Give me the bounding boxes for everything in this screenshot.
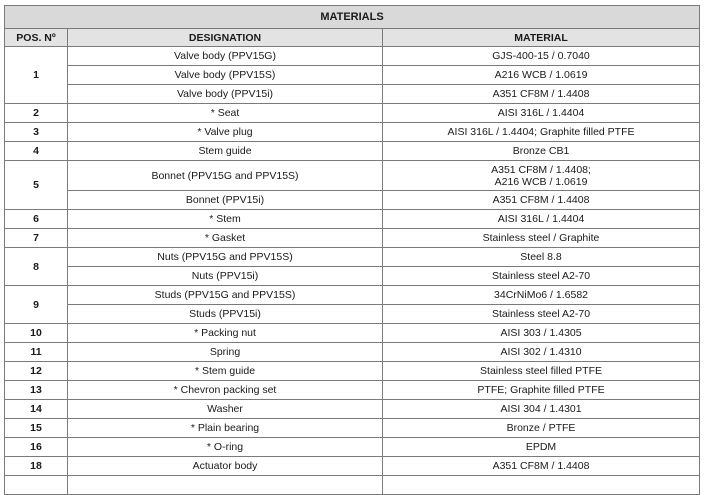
material-cell: EPDM xyxy=(383,438,700,457)
table-body xyxy=(5,47,700,495)
table-row xyxy=(5,66,700,85)
header-material: MATERIAL xyxy=(383,29,700,47)
material-cell: Stainless steel filled PTFE xyxy=(383,362,700,381)
pos-number: 9 xyxy=(5,286,68,324)
designation-cell: Studs (PPV15i) xyxy=(68,305,383,324)
table-row xyxy=(5,142,700,161)
designation-cell: * Valve plug xyxy=(68,123,383,142)
pos-number: 10 xyxy=(5,324,68,343)
pos-number: 4 xyxy=(5,142,68,161)
material-cell: AISI 302 / 1.4310 xyxy=(383,343,700,362)
material-cell: Stainless steel / Graphite xyxy=(383,229,700,248)
material-cell: Stainless steel A2-70 xyxy=(383,267,700,286)
table-row xyxy=(5,161,700,191)
material-cell: GJS-400-15 / 0.7040 xyxy=(383,47,700,66)
material-cell: AISI 316L / 1.4404 xyxy=(383,104,700,123)
header-row xyxy=(5,29,700,47)
table-row xyxy=(5,229,700,248)
header-pos: POS. Nº xyxy=(5,29,68,47)
pos-number: 1 xyxy=(5,47,68,104)
pos-number: 14 xyxy=(5,400,68,419)
material-cell: 34CrNiMo6 / 1.6582 xyxy=(383,286,700,305)
designation-cell: Actuator body xyxy=(68,457,383,476)
designation-cell: Bonnet (PPV15G and PPV15S) xyxy=(68,161,383,191)
material-cell: A216 WCB / 1.0619 xyxy=(383,66,700,85)
table-row xyxy=(5,381,700,400)
table-row xyxy=(5,267,700,286)
material-cell: Bronze CB1 xyxy=(383,142,700,161)
pos-number: 8 xyxy=(5,248,68,286)
designation-cell: Valve body (PPV15i) xyxy=(68,85,383,104)
pos-number: 5 xyxy=(5,161,68,210)
table-row xyxy=(5,191,700,210)
material-cell: AISI 316L / 1.4404; Graphite filled PTFE xyxy=(383,123,700,142)
designation-cell: Bonnet (PPV15i) xyxy=(68,191,383,210)
material-cell: AISI 304 / 1.4301 xyxy=(383,400,700,419)
table-row xyxy=(5,457,700,476)
material-cell xyxy=(383,161,700,191)
table-row xyxy=(5,248,700,267)
material-cell: A351 CF8M / 1.4408 xyxy=(383,85,700,104)
pos-number: 12 xyxy=(5,362,68,381)
designation-cell: * Plain bearing xyxy=(68,419,383,438)
pos-number xyxy=(5,476,68,495)
material-cell: A351 CF8M / 1.4408 xyxy=(383,191,700,210)
table-row xyxy=(5,400,700,419)
table-row xyxy=(5,438,700,457)
designation-cell: * O-ring xyxy=(68,438,383,457)
designation-cell xyxy=(68,476,383,495)
table-row xyxy=(5,85,700,104)
designation-cell: Valve body (PPV15G) xyxy=(68,47,383,66)
material-cell: AISI 303 / 1.4305 xyxy=(383,324,700,343)
table-row xyxy=(5,210,700,229)
table-row xyxy=(5,324,700,343)
designation-cell: Spring xyxy=(68,343,383,362)
designation-cell: Washer xyxy=(68,400,383,419)
materials-table xyxy=(4,5,700,495)
designation-cell: Nuts (PPV15i) xyxy=(68,267,383,286)
designation-cell: Valve body (PPV15S) xyxy=(68,66,383,85)
material-cell: PTFE; Graphite filled PTFE xyxy=(383,381,700,400)
table-row xyxy=(5,305,700,324)
pos-number: 11 xyxy=(5,343,68,362)
materials-sheet xyxy=(4,5,699,495)
designation-cell: Stem guide xyxy=(68,142,383,161)
material-cell: AISI 316L / 1.4404 xyxy=(383,210,700,229)
material-cell xyxy=(383,476,700,495)
table-title: MATERIALS xyxy=(5,6,700,29)
material-cell: Steel 8.8 xyxy=(383,248,700,267)
pos-number: 6 xyxy=(5,210,68,229)
pos-number: 16 xyxy=(5,438,68,457)
pos-number: 7 xyxy=(5,229,68,248)
designation-cell: * Packing nut xyxy=(68,324,383,343)
material-line: A351 CF8M / 1.4408; xyxy=(491,163,591,176)
title-row xyxy=(5,6,700,29)
table-row xyxy=(5,104,700,123)
material-cell: Bronze / PTFE xyxy=(383,419,700,438)
material-line: A216 WCB / 1.0619 xyxy=(494,175,588,188)
material-cell: A351 CF8M / 1.4408 xyxy=(383,457,700,476)
table-row xyxy=(5,419,700,438)
table-row xyxy=(5,286,700,305)
designation-cell: * Seat xyxy=(68,104,383,123)
table-row xyxy=(5,476,700,495)
designation-cell: Studs (PPV15G and PPV15S) xyxy=(68,286,383,305)
designation-cell: * Chevron packing set xyxy=(68,381,383,400)
designation-cell: * Stem xyxy=(68,210,383,229)
table-row xyxy=(5,47,700,66)
designation-cell: Nuts (PPV15G and PPV15S) xyxy=(68,248,383,267)
pos-number: 18 xyxy=(5,457,68,476)
table-row xyxy=(5,362,700,381)
pos-number: 15 xyxy=(5,419,68,438)
pos-number: 2 xyxy=(5,104,68,123)
designation-cell: * Stem guide xyxy=(68,362,383,381)
designation-cell: * Gasket xyxy=(68,229,383,248)
header-designation: DESIGNATION xyxy=(68,29,383,47)
material-cell: Stainless steel A2-70 xyxy=(383,305,700,324)
table-row xyxy=(5,123,700,142)
pos-number: 13 xyxy=(5,381,68,400)
table-row xyxy=(5,343,700,362)
pos-number: 3 xyxy=(5,123,68,142)
